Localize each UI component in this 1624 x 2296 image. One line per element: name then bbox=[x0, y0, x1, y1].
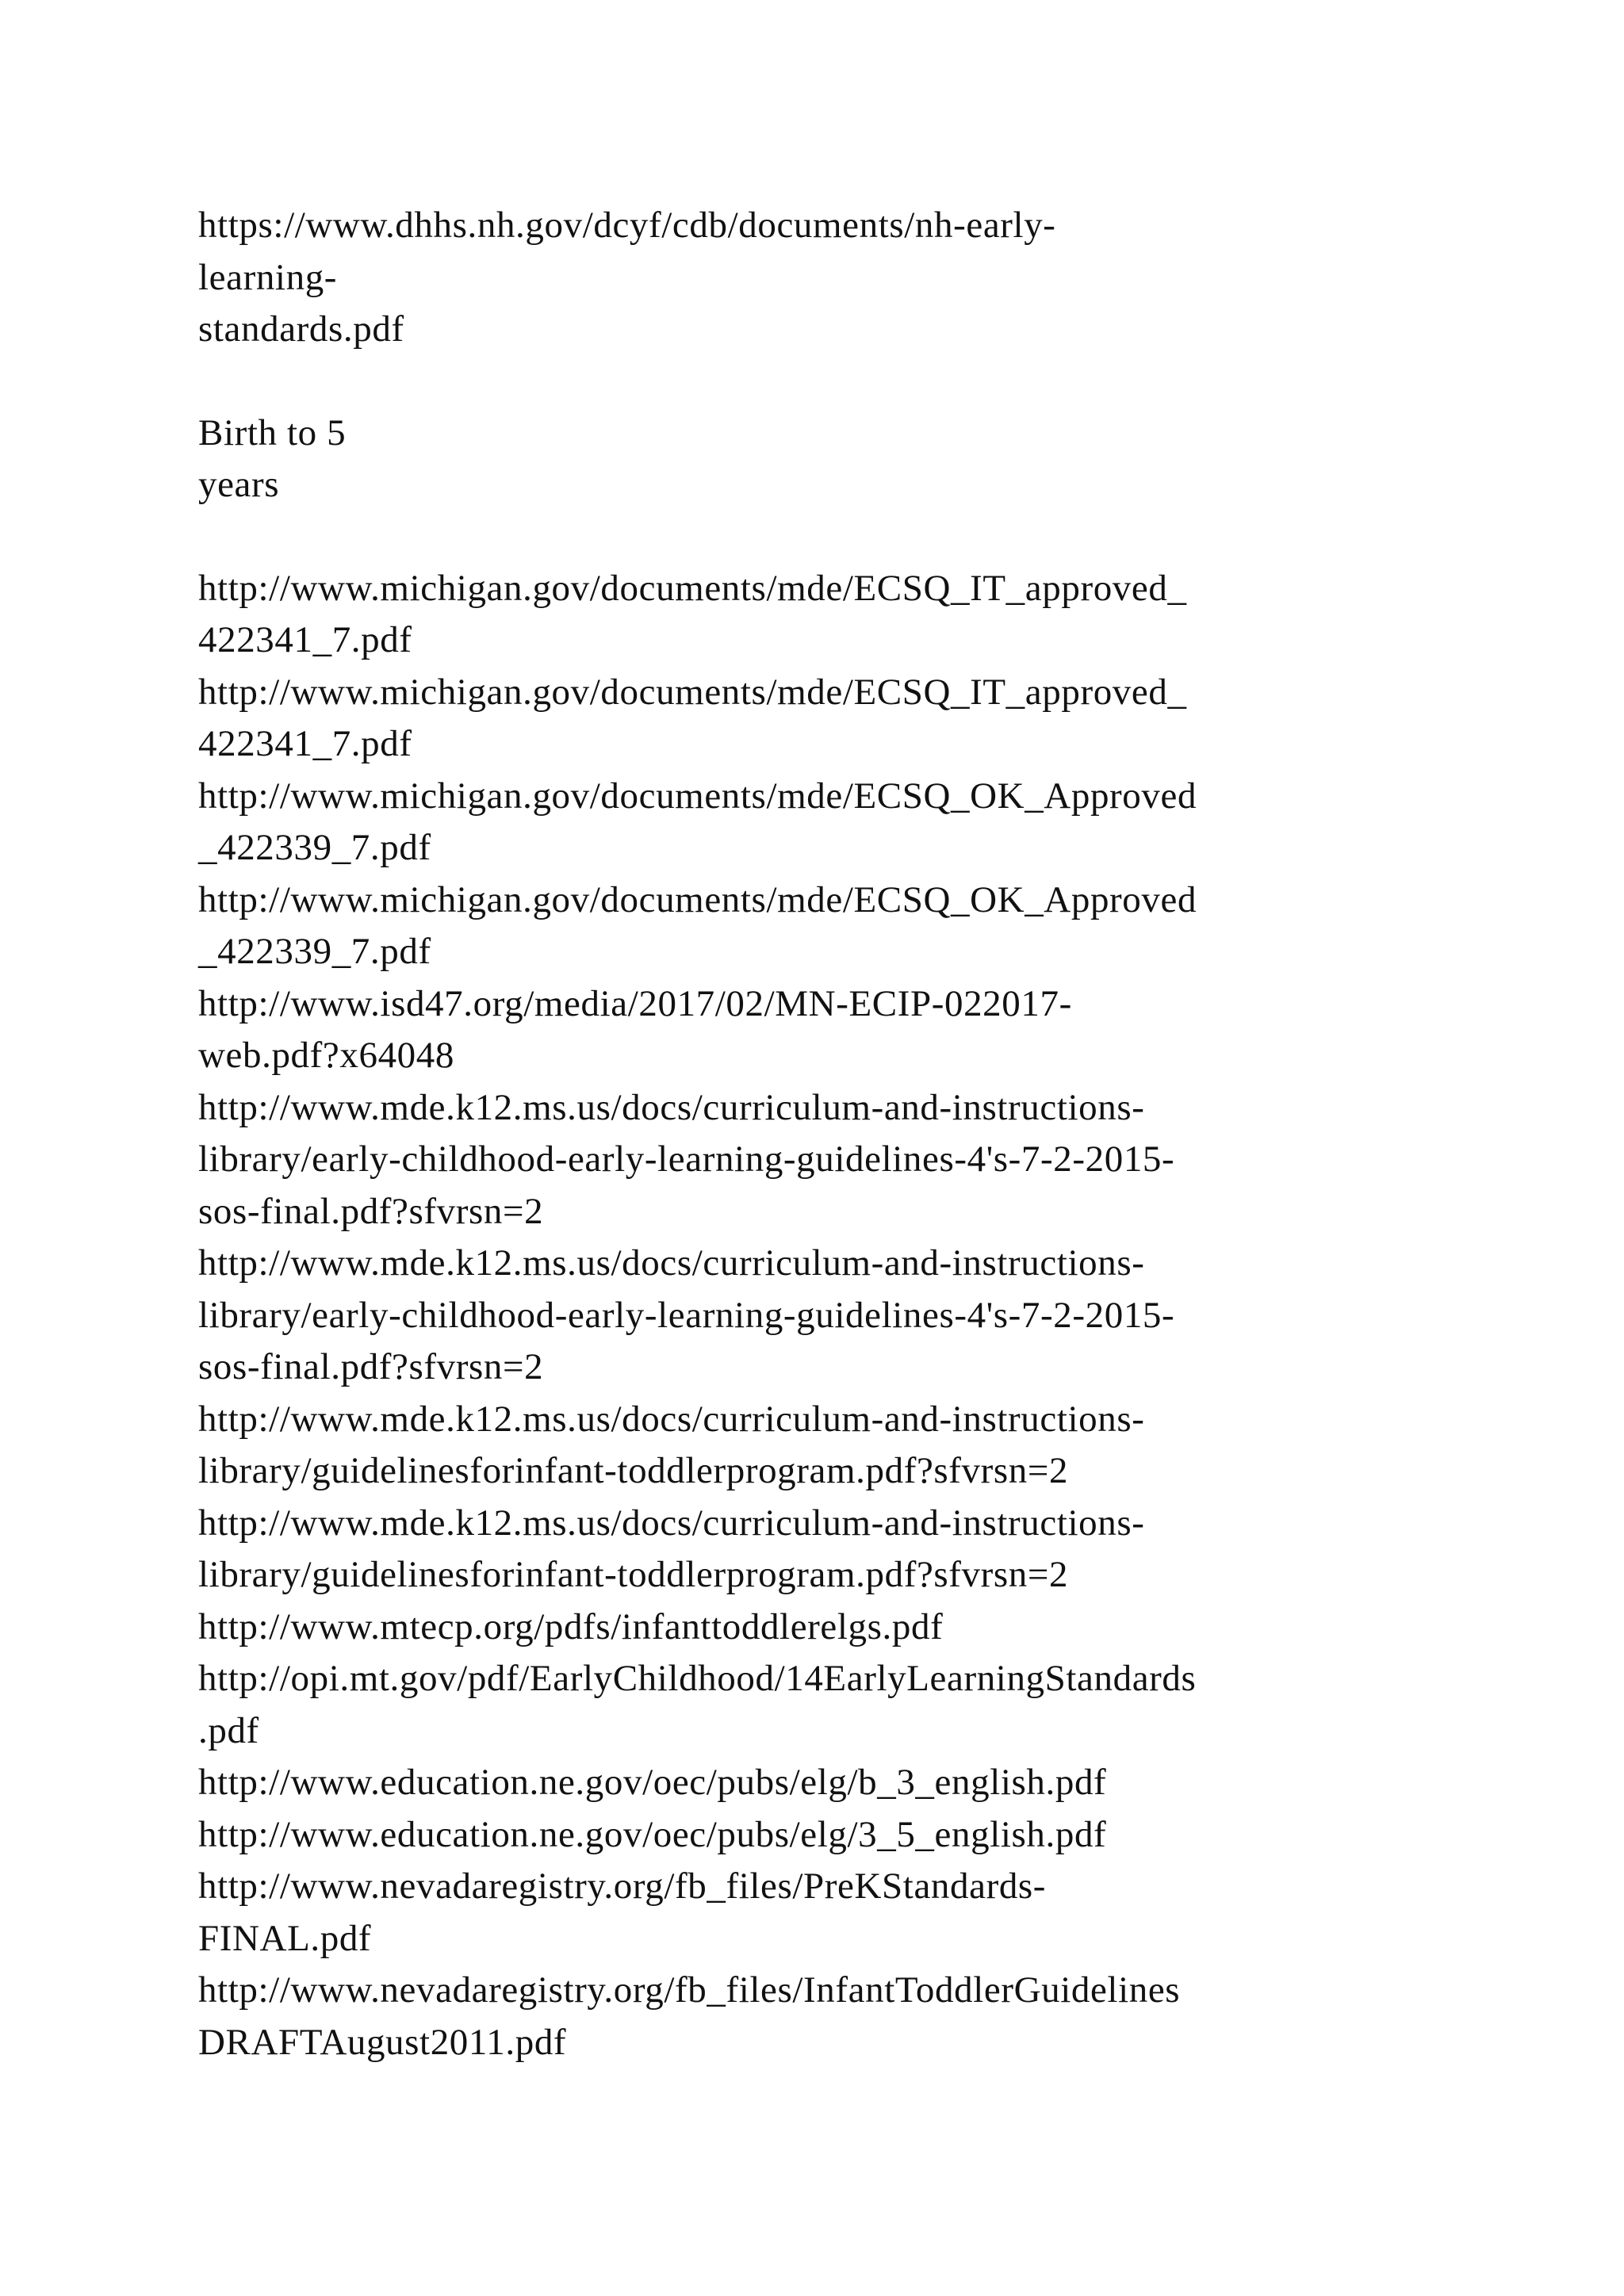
text-line: years bbox=[198, 464, 280, 505]
text-line: library/early-childhood-early-learning-guidelines-4's-7-2-2015- bbox=[198, 1294, 1175, 1336]
text-line: http://www.mde.k12.ms.us/docs/curriculum-and-instructions- bbox=[198, 1502, 1145, 1544]
text-line: 422341_7.pdf bbox=[198, 619, 412, 660]
text-line: http://www.mde.k12.ms.us/docs/curriculum-and-instructions- bbox=[198, 1398, 1145, 1440]
text-line: .pdf bbox=[198, 1709, 259, 1751]
text-line: http://www.michigan.gov/documents/mde/ECSQ_OK_Approved bbox=[198, 878, 1197, 920]
text-line: http://www.isd47.org/media/2017/02/MN-ECIP-022017- bbox=[198, 982, 1072, 1024]
text-line: http://www.mde.k12.ms.us/docs/curriculum-and-instructions- bbox=[198, 1086, 1145, 1128]
text-line: _422339_7.pdf bbox=[198, 931, 431, 972]
text-line: http://www.nevadaregistry.org/fb_files/InfantToddlerGuidelines bbox=[198, 1969, 1181, 2011]
text-line: sos-final.pdf?sfvrsn=2 bbox=[198, 1346, 544, 1387]
text-line: http://www.nevadaregistry.org/fb_files/PreKStandards- bbox=[198, 1866, 1047, 1907]
text-line: sos-final.pdf?sfvrsn=2 bbox=[198, 1190, 544, 1232]
text-line: http://www.education.ne.gov/oec/pubs/elg/3_5_english.pdf bbox=[198, 1813, 1107, 1855]
text-line: 422341_7.pdf bbox=[198, 723, 412, 764]
text-line: http://www.michigan.gov/documents/mde/ECSQ_IT_approved_ bbox=[198, 671, 1187, 713]
text-line: FINAL.pdf bbox=[198, 1917, 372, 1959]
text-line: http://opi.mt.gov/pdf/EarlyChildhood/14EarlyLearningStandards bbox=[198, 1658, 1197, 1699]
text-line: library/guidelinesforinfant-toddlerprogram.pdf?sfvrsn=2 bbox=[198, 1450, 1069, 1491]
text-line: DRAFTAugust2011.pdf bbox=[198, 2021, 567, 2063]
url-list-block bbox=[198, 563, 1435, 2069]
text-line: http://www.education.ne.gov/oec/pubs/elg/b_3_english.pdf bbox=[198, 1762, 1107, 1803]
text-line: http://www.mtecp.org/pdfs/infanttoddlerelgs.pdf bbox=[198, 1605, 944, 1647]
document-body bbox=[198, 200, 1435, 2068]
text-line: http://www.michigan.gov/documents/mde/ECSQ_IT_approved_ bbox=[198, 567, 1187, 609]
text-line: http://www.michigan.gov/documents/mde/ECSQ_OK_Approved bbox=[198, 775, 1197, 817]
text-line: http://www.mde.k12.ms.us/docs/curriculum-and-instructions- bbox=[198, 1242, 1145, 1284]
text-line: library/early-childhood-early-learning-guidelines-4's-7-2-2015- bbox=[198, 1138, 1175, 1180]
text-line: learning- bbox=[198, 256, 338, 298]
text-line: Birth to 5 bbox=[198, 411, 347, 453]
text-line: web.pdf?x64048 bbox=[198, 1035, 454, 1076]
nh-url-block bbox=[198, 200, 1435, 356]
text-line: standards.pdf bbox=[198, 308, 404, 350]
text-line: _422339_7.pdf bbox=[198, 827, 431, 868]
text-line: https://www.dhhs.nh.gov/dcyf/cdb/documents/nh-early- bbox=[198, 205, 1056, 246]
text-line: library/guidelinesforinfant-toddlerprogram.pdf?sfvrsn=2 bbox=[198, 1554, 1069, 1595]
age-range-block bbox=[198, 408, 1435, 511]
